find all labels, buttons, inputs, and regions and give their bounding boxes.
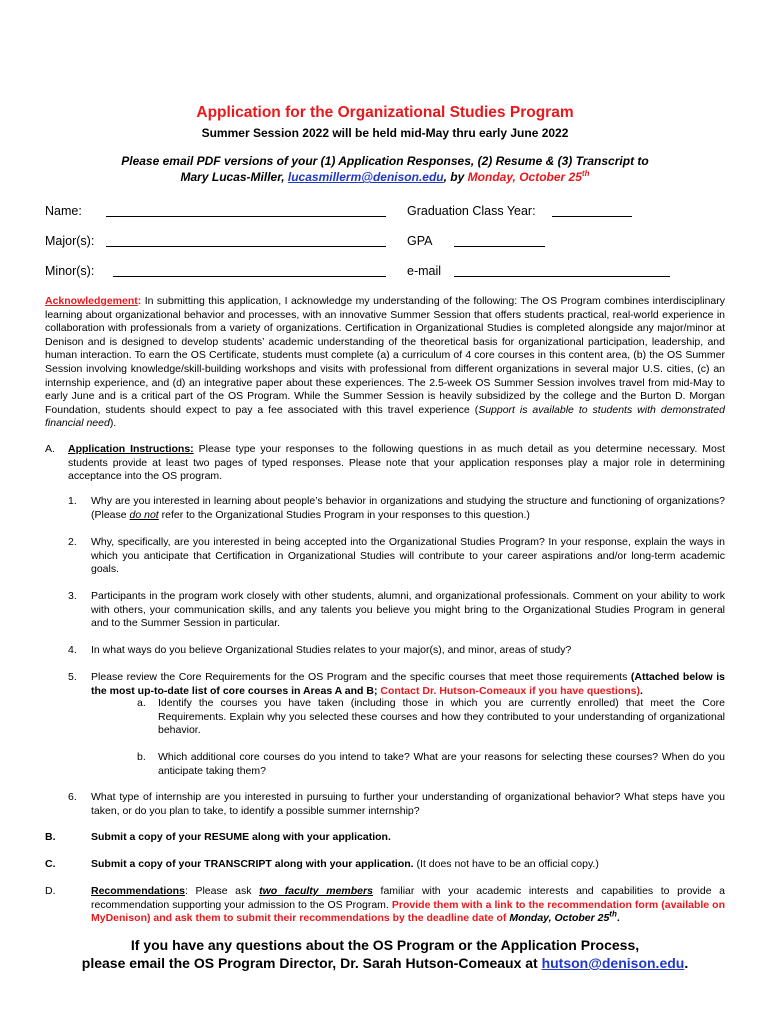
deadline-sup: th: [581, 169, 590, 178]
contact-name: Mary Lucas-Miller,: [180, 170, 288, 184]
transcript-note: (It does not have to be an official copy.): [413, 858, 599, 870]
question-1-number: 1.: [68, 495, 77, 507]
section-d-letter: D.: [45, 885, 56, 897]
recommendation-deadline: [509, 909, 617, 925]
section-b-letter: B.: [45, 831, 56, 843]
deadline: [468, 170, 590, 184]
question-4: In what ways do you believe Organizational Studies relates to your major(s), and minor, areas of study?: [91, 644, 572, 656]
question-3: Participants in the program work closely with other students, alumni, and organizational professionals. Comment on your ability to work with others, your communication skills, and any talents you believe you might bring to the Organizational Studies Program in general and to the Summer Session in particular.: [91, 590, 725, 630]
acknowledgement-text: In submitting this application, I acknowledge my understanding of the following: The OS Program combines interdisciplinary learning about organizational behavior and processes, with an innovative Summer Session that offers students practical, real-world experience in collaboration with professionals from a variety of organizations. Certification in Organizational Studies is completed alongside any major/minor at Denison and is designed to develop students’ academic understanding of the theoretical basis for organizational participation, leadership, and human interaction. To earn the OS Certificate, students must complete (a) a curriculum of 4 core courses in this content area, (b) the OS Summer Session involving knowledge/skill-building workshops and visits with professional from different organizations in several major U.S. cities, (c) an internship experience, and (d) an integrative paper about these experiences. The 2.5-week OS Summer Session involves travel from mid-May to early June and is a critical part of the OS Program. While the Summer Session is heavily subsidized by the college and the Burton D. Morgan Foundation, students should expect to pay a fee associated with this travel experience (: [45, 295, 725, 416]
footer-line2: [0, 954, 770, 972]
grad-year-label: Graduation Class Year:: [407, 204, 536, 218]
instructions-line1: Please email PDF versions of your (1) Application Responses, (2) Resume & (3) Transcript to: [121, 154, 649, 168]
deadline-text: Monday, October 25: [467, 170, 582, 184]
email-field[interactable]: [454, 264, 670, 280]
question-4-number: 4.: [68, 644, 77, 656]
major-field-label: Major(s):: [45, 234, 95, 248]
recommendation-link-note: Provide them with a link to the recommendation form (available on MyDenison) and ask them to submit their recommendations by the deadline date of: [91, 898, 725, 925]
subquestion-b-letter: b.: [137, 751, 146, 763]
acknowledgement-colon: :: [137, 295, 142, 307]
question-5-end: .: [640, 684, 643, 697]
recommendation-deadline-sup: th: [609, 909, 617, 919]
question-1-emphasis: do not: [129, 508, 159, 521]
name-field[interactable]: [106, 204, 386, 220]
section-a-letter: A.: [45, 443, 55, 455]
transcript-text: Submit a copy of your TRANSCRIPT along with your application.: [91, 858, 414, 870]
footer-end: .: [684, 955, 689, 971]
minor-field[interactable]: [113, 264, 386, 280]
question-1-text-b: refer to the Organizational Studies Program in your responses to this question.): [158, 508, 530, 521]
by-text: , by: [443, 170, 468, 184]
resume-instruction: Submit a copy of your RESUME along with your application.: [91, 831, 391, 843]
gpa-label: GPA: [407, 234, 433, 248]
section-a-heading: Application Instructions:: [68, 443, 194, 455]
contact-footer: [0, 936, 770, 972]
footer-line1: If you have any questions about the OS Program or the Application Process,: [130, 937, 640, 953]
question-2-number: 2.: [68, 536, 77, 548]
contact-email-link[interactable]: lucasmillerm@denison.edu: [287, 170, 444, 184]
footer-text: please email the OS Program Director, Dr. Sarah Hutson-Comeaux at: [81, 955, 542, 971]
question-1: [91, 495, 725, 522]
section-a-text: [68, 443, 725, 484]
submission-instructions: [0, 153, 770, 185]
name-field-label: Name:: [45, 204, 82, 218]
recommendations-end: .: [616, 912, 620, 925]
page-title: Application for the Organizational Studies Program: [196, 104, 574, 121]
question-5-number: 5.: [68, 671, 77, 683]
director-email-link[interactable]: hutson@denison.edu: [541, 955, 685, 971]
subquestion-a: Identify the courses you have taken (including those in which you are currently enrolled) that meet the Core Requirements. Explain why you selected these courses and how they contributed to your understanding of organizational behavior.: [158, 697, 725, 737]
question-1-text-a: Why are you interested in learning about people’s behavior in organizations and studying the structure and functioning of organizations? (Please: [91, 495, 725, 521]
section-a-body: Please type your responses to the following questions in as much detail as you determine necessary. Most students provide at least two pages of typed responses. Please note that your application responses play a major role in determining acceptance into the OS program.: [68, 443, 725, 483]
major-field[interactable]: [106, 234, 386, 250]
minor-field-label: Minor(s):: [45, 264, 95, 278]
session-subtitle: Summer Session 2022 will be held mid-May thru early June 2022: [201, 126, 569, 140]
email-field-label: e-mail: [407, 264, 442, 278]
financial-need-note: Support is available to students with demonstrated financial need: [45, 403, 725, 430]
subquestion-a-letter: a.: [137, 697, 146, 709]
grad-year-field[interactable]: [552, 204, 632, 220]
transcript-instruction: [91, 858, 725, 872]
instructions-line2: [0, 169, 770, 185]
recommendations-instruction: [91, 885, 725, 926]
acknowledgement-paragraph: [45, 295, 725, 431]
recommendations-text-a: : Please ask: [184, 885, 260, 897]
recommendation-deadline-text: Monday, October 25: [509, 912, 610, 925]
two-faculty-emphasis: two faculty members: [259, 885, 373, 897]
question-5-contact-note: Contact Dr. Hutson-Comeaux if you have questions): [380, 684, 641, 697]
acknowledgement-label: Acknowledgement: [45, 295, 138, 307]
question-5-text: Please review the Core Requirements for the OS Program and the specific courses that meet those requirements: [91, 671, 631, 683]
recommendations-heading: Recommendations: [91, 885, 185, 897]
section-c-letter: C.: [45, 858, 56, 870]
question-6: What type of internship are you interested in pursuing to further your understanding of organizational behavior? What steps have you taken, or do you plan to take, to identify a possible summer internship?: [91, 791, 725, 817]
question-5: [91, 671, 725, 698]
recommendations-text-b: familiar with your academic interests and capabilities to provide a recommendation supporting your admission to the OS Program.: [91, 885, 725, 911]
question-6-number: 6.: [68, 791, 77, 803]
subquestion-b: Which additional core courses do you intend to take? What are your reasons for selecting these courses? When do you anticipate taking them?: [158, 751, 725, 777]
question-3-number: 3.: [68, 590, 77, 602]
gpa-field[interactable]: [454, 234, 545, 250]
question-5-attached-note: (Attached below is the most up-to-date list of core courses in Areas A and B;: [91, 671, 725, 697]
question-2: Why, specifically, are you interested in being accepted into the Organizational Studies Program? In your response, explain the ways in which you anticipate that Certification in Organizational Studies will contribute to your career aspirations and/or long-term academic goals.: [91, 536, 725, 576]
acknowledgement-end: ).: [109, 417, 117, 430]
